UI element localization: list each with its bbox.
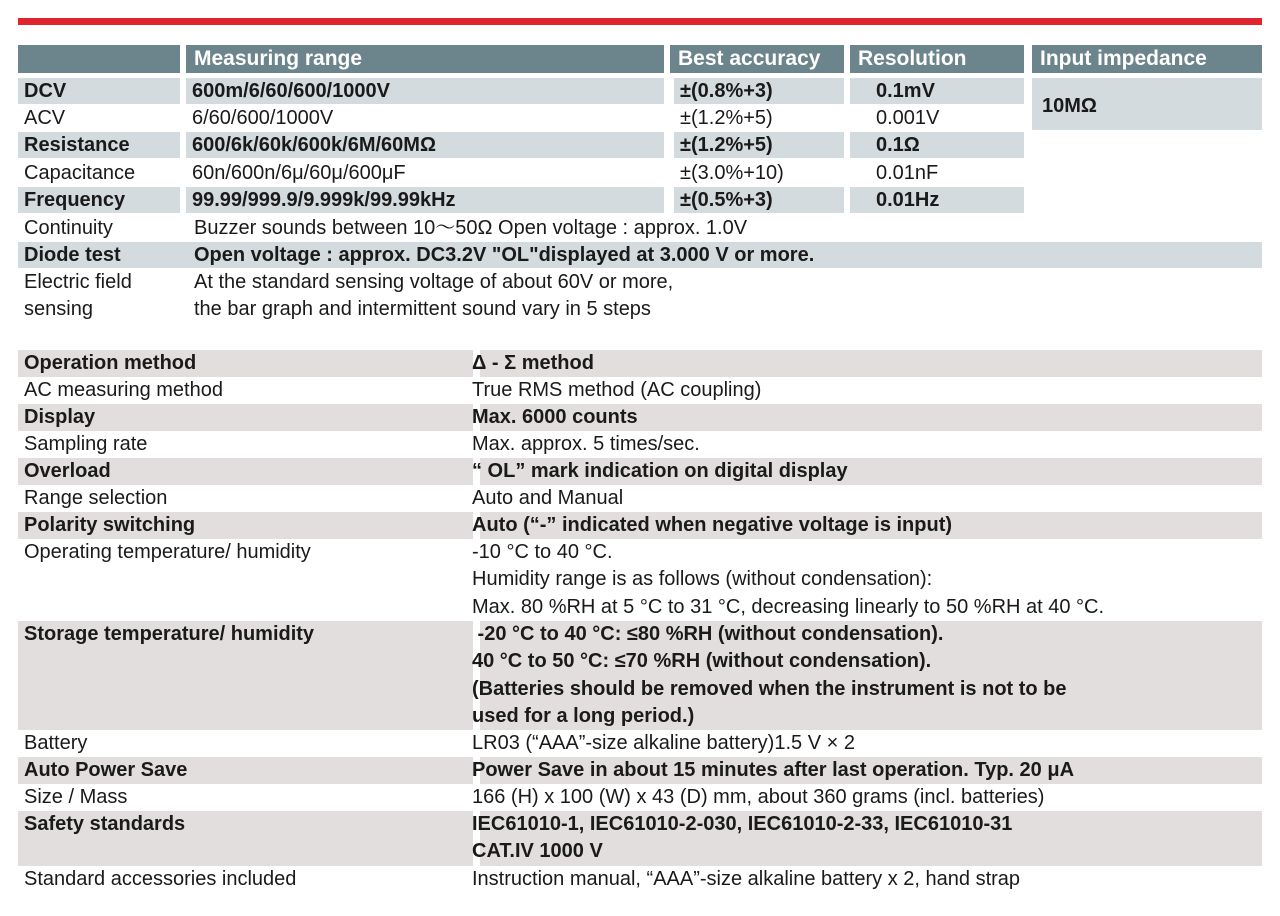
header-resolution: Resolution [850,45,1024,73]
row-range-resistance: 600/6k/60k/600k/6M/60MΩ [186,132,664,158]
spec-value [472,458,848,485]
spec-row [18,404,1262,431]
spec-value [472,350,594,377]
spec-label: Safety standards [24,813,186,835]
row-range-capacitance: 60n/600n/6μ/60μ/600μF [192,162,406,184]
efield-label-line: Electric field [24,271,132,293]
continuity-text: Buzzer sounds between 10〜50Ω Open voltage : approx. 1.0V [194,217,748,239]
spec-row [18,811,1262,866]
spec-value [472,621,1067,730]
spec-value [472,730,855,757]
spec-label: Range selection [24,487,168,509]
spec-value [472,431,700,458]
spec-value [472,404,638,431]
row-resolution-resistance: 0.1Ω [850,132,1024,158]
spec-row [18,784,1262,811]
spec-value [472,757,1074,784]
spec-value-line: (Batteries should be removed when the instrument is not to be [472,677,1067,700]
spec-value-line: Instruction manual, “AAA”-size alkaline battery x 2, hand strap [472,868,1021,890]
spec-value-line: Humidity range is as follows (without condensation): [472,568,933,591]
efield-label [24,269,132,323]
row-resolution-frequency: 0.01Hz [850,187,1024,213]
spec-row [18,458,1262,485]
spec-value-line: -10 °C to 40 °C. [472,541,613,563]
row-resolution-capacitance: 0.01nF [876,162,939,184]
spec-value-line: 40 °C to 50 °C: ≤70 %RH (without condensation). [472,650,932,673]
spec-row [18,730,1262,757]
spec-value-line: Δ - Σ method [472,352,594,374]
spec-value-line: used for a long period.) [472,704,695,727]
spec-label: Operation method [24,352,197,374]
spec-value-line: Auto (“-” indicated when negative voltage is input) [472,514,953,536]
continuity-label: Continuity [24,217,113,239]
input-impedance-value: 10MΩ [1032,78,1262,130]
spec-row [18,866,1262,893]
spec-row [18,377,1262,404]
spec-value-line: LR03 (“AAA”-size alkaline battery)1.5 V × 2 [472,732,855,754]
spec-value-line: Max. approx. 5 times/sec. [472,433,700,455]
efield-label-line: sensing [24,298,93,320]
spec-value-line: CAT.IV 1000 V [472,840,603,863]
row-accuracy-capacitance: ±(3.0%+10) [680,162,784,184]
spec-row [18,512,1262,539]
spec-value-line: True RMS method (AC coupling) [472,379,762,401]
efield-text [194,269,673,323]
spec-value-line: -20 °C to 40 °C: ≤80 %RH (without condensation). [472,623,944,645]
header-best-accuracy: Best accuracy [670,45,844,73]
row-resolution-dcv: 0.1mV [850,78,1024,104]
spec-label: Battery [24,732,88,754]
spec-value [472,512,952,539]
spec-label: Display [24,406,96,428]
row-name-acv: ACV [24,107,66,129]
row-range-frequency: 99.99/999.9/9.999k/99.99kHz [186,187,664,213]
spec-value [472,784,1044,811]
row-accuracy-dcv: ±(0.8%+3) [674,78,844,104]
diode-text: Open voltage : approx. DC3.2V "OL"displayed at 3.000 V or more. [194,244,815,266]
spec-value [472,866,1020,893]
spec-row [18,350,1262,377]
spec-value-line: 166 (H) x 100 (W) x 43 (D) mm, about 360 grams (incl. batteries) [472,786,1045,808]
spec-value-line: IEC61010-1, IEC61010-2-030, IEC61010-2-33, IEC61010-31 [472,813,1013,835]
accent-bar [18,18,1262,25]
spec-label: Storage temperature/ humidity [24,623,315,645]
spec-value [472,539,1104,621]
efield-text-line: the bar graph and intermittent sound vary in 5 steps [194,298,651,320]
spec-row [18,485,1262,512]
row-name-frequency: Frequency [18,187,180,213]
spec-label: Auto Power Save [24,759,188,781]
spec-label: Size / Mass [24,786,128,808]
spec-label: Operating temperature/ humidity [24,541,311,563]
spec-value-line: “ OL” mark indication on digital display [472,460,848,482]
row-range-dcv: 600m/6/60/600/1000V [186,78,664,104]
spec-row [18,539,1262,621]
spec-row [18,757,1262,784]
spec-label: Overload [24,460,111,482]
row-name-capacitance: Capacitance [24,162,136,184]
row-accuracy-frequency: ±(0.5%+3) [674,187,844,213]
spec-value [472,485,623,512]
spec-value-line: Max. 6000 counts [472,406,638,428]
row-resolution-acv: 0.001V [876,107,940,129]
spec-value [472,377,761,404]
efield-text-line: At the standard sensing voltage of about 60V or more, [194,271,674,293]
header-blank [18,45,180,73]
spec-value-line: Auto and Manual [472,487,624,509]
spec-row [18,431,1262,458]
spec-label: Standard accessories included [24,868,297,890]
spec-value-line: Power Save in about 15 minutes after last operation. Typ. 20 μA [472,759,1075,781]
row-accuracy-resistance: ±(1.2%+5) [674,132,844,158]
spec-label: Polarity switching [24,514,196,536]
spec-label: AC measuring method [24,379,223,401]
spec-value [472,811,1012,866]
row-range-acv: 6/60/600/1000V [192,107,334,129]
spec-label: Sampling rate [24,433,148,455]
header-measuring-range: Measuring range [186,45,664,73]
spec-row [18,621,1262,730]
row-name-resistance: Resistance [18,132,180,158]
header-input-impedance: Input impedance [1032,45,1262,73]
row-name-dcv: DCV [18,78,180,104]
row-accuracy-acv: ±(1.2%+5) [680,107,773,129]
spec-value-line: Max. 80 %RH at 5 °C to 31 °C, decreasing linearly to 50 %RH at 40 °C. [472,595,1105,618]
diode-label: Diode test [24,244,121,266]
